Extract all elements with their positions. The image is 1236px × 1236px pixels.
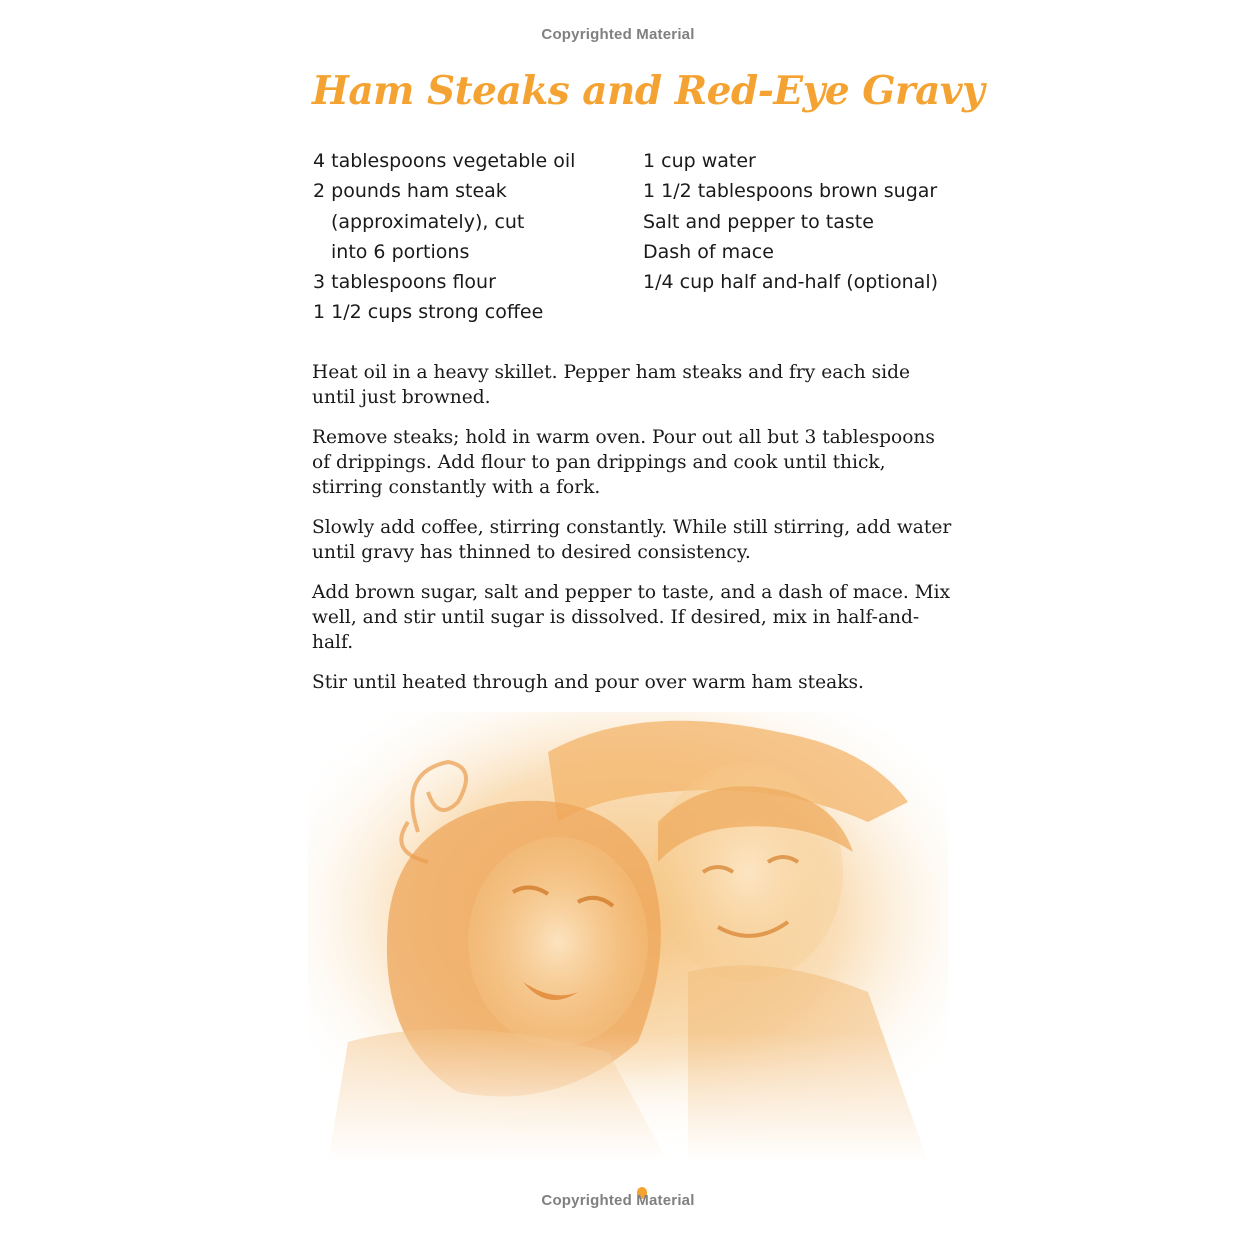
- ingredient-item: 2 pounds ham steak: [313, 180, 507, 203]
- ingredient-item: 3 tablespoons flour: [313, 271, 496, 294]
- copyright-watermark-bottom: Copyrighted Material: [541, 1192, 695, 1209]
- ingredient-item: 4 tablespoons vegetable oil: [313, 150, 576, 172]
- ingredient-item: 1 1/2 tablespoons brown sugar: [643, 180, 938, 203]
- copyright-watermark-top: Copyrighted Material: [541, 26, 695, 43]
- woman-face-shape: [468, 837, 648, 1047]
- recipe-title: Ham Steaks and Red-Eye Gravy: [312, 68, 985, 114]
- direction-step: Remove steaks; hold in warm oven. Pour out all but 3 tablespoons of drippings. Add flour to pan drippings and cook until thick, stirring constantly with a fork.: [312, 427, 935, 498]
- vintage-couple-illustration: [308, 712, 948, 1162]
- ingredient-item-continued: into 6 portions: [331, 240, 470, 263]
- ingredient-item: 1 1/2 cups strong coffee: [313, 301, 544, 324]
- ingredient-item: Dash of mace: [643, 240, 774, 263]
- ingredients-column-right: [643, 146, 963, 297]
- ingredients-column-left: [313, 146, 623, 328]
- recipe-directions: [312, 360, 952, 710]
- ingredient-item-continued: (approximately), cut: [331, 210, 525, 233]
- direction-step: Stir until heated through and pour over warm ham steaks.: [312, 672, 864, 693]
- illustration-bottom-fade: [308, 1032, 948, 1162]
- direction-step: Slowly add coffee, stirring constantly. While still stirring, add water until gravy has thinned to desired consistency.: [312, 517, 952, 563]
- ingredient-item: 1 cup water: [643, 150, 756, 172]
- ingredient-item: 1/4 cup half and-half (optional): [643, 271, 939, 294]
- ingredient-item: Salt and pepper to taste: [643, 210, 874, 233]
- direction-step: Heat oil in a heavy skillet. Pepper ham steaks and fry each side until just browned.: [312, 362, 910, 408]
- direction-step: Add brown sugar, salt and pepper to taste, and a dash of mace. Mix well, and stir until sugar is dissolved. If desired, mix in half-and-half.: [312, 582, 951, 653]
